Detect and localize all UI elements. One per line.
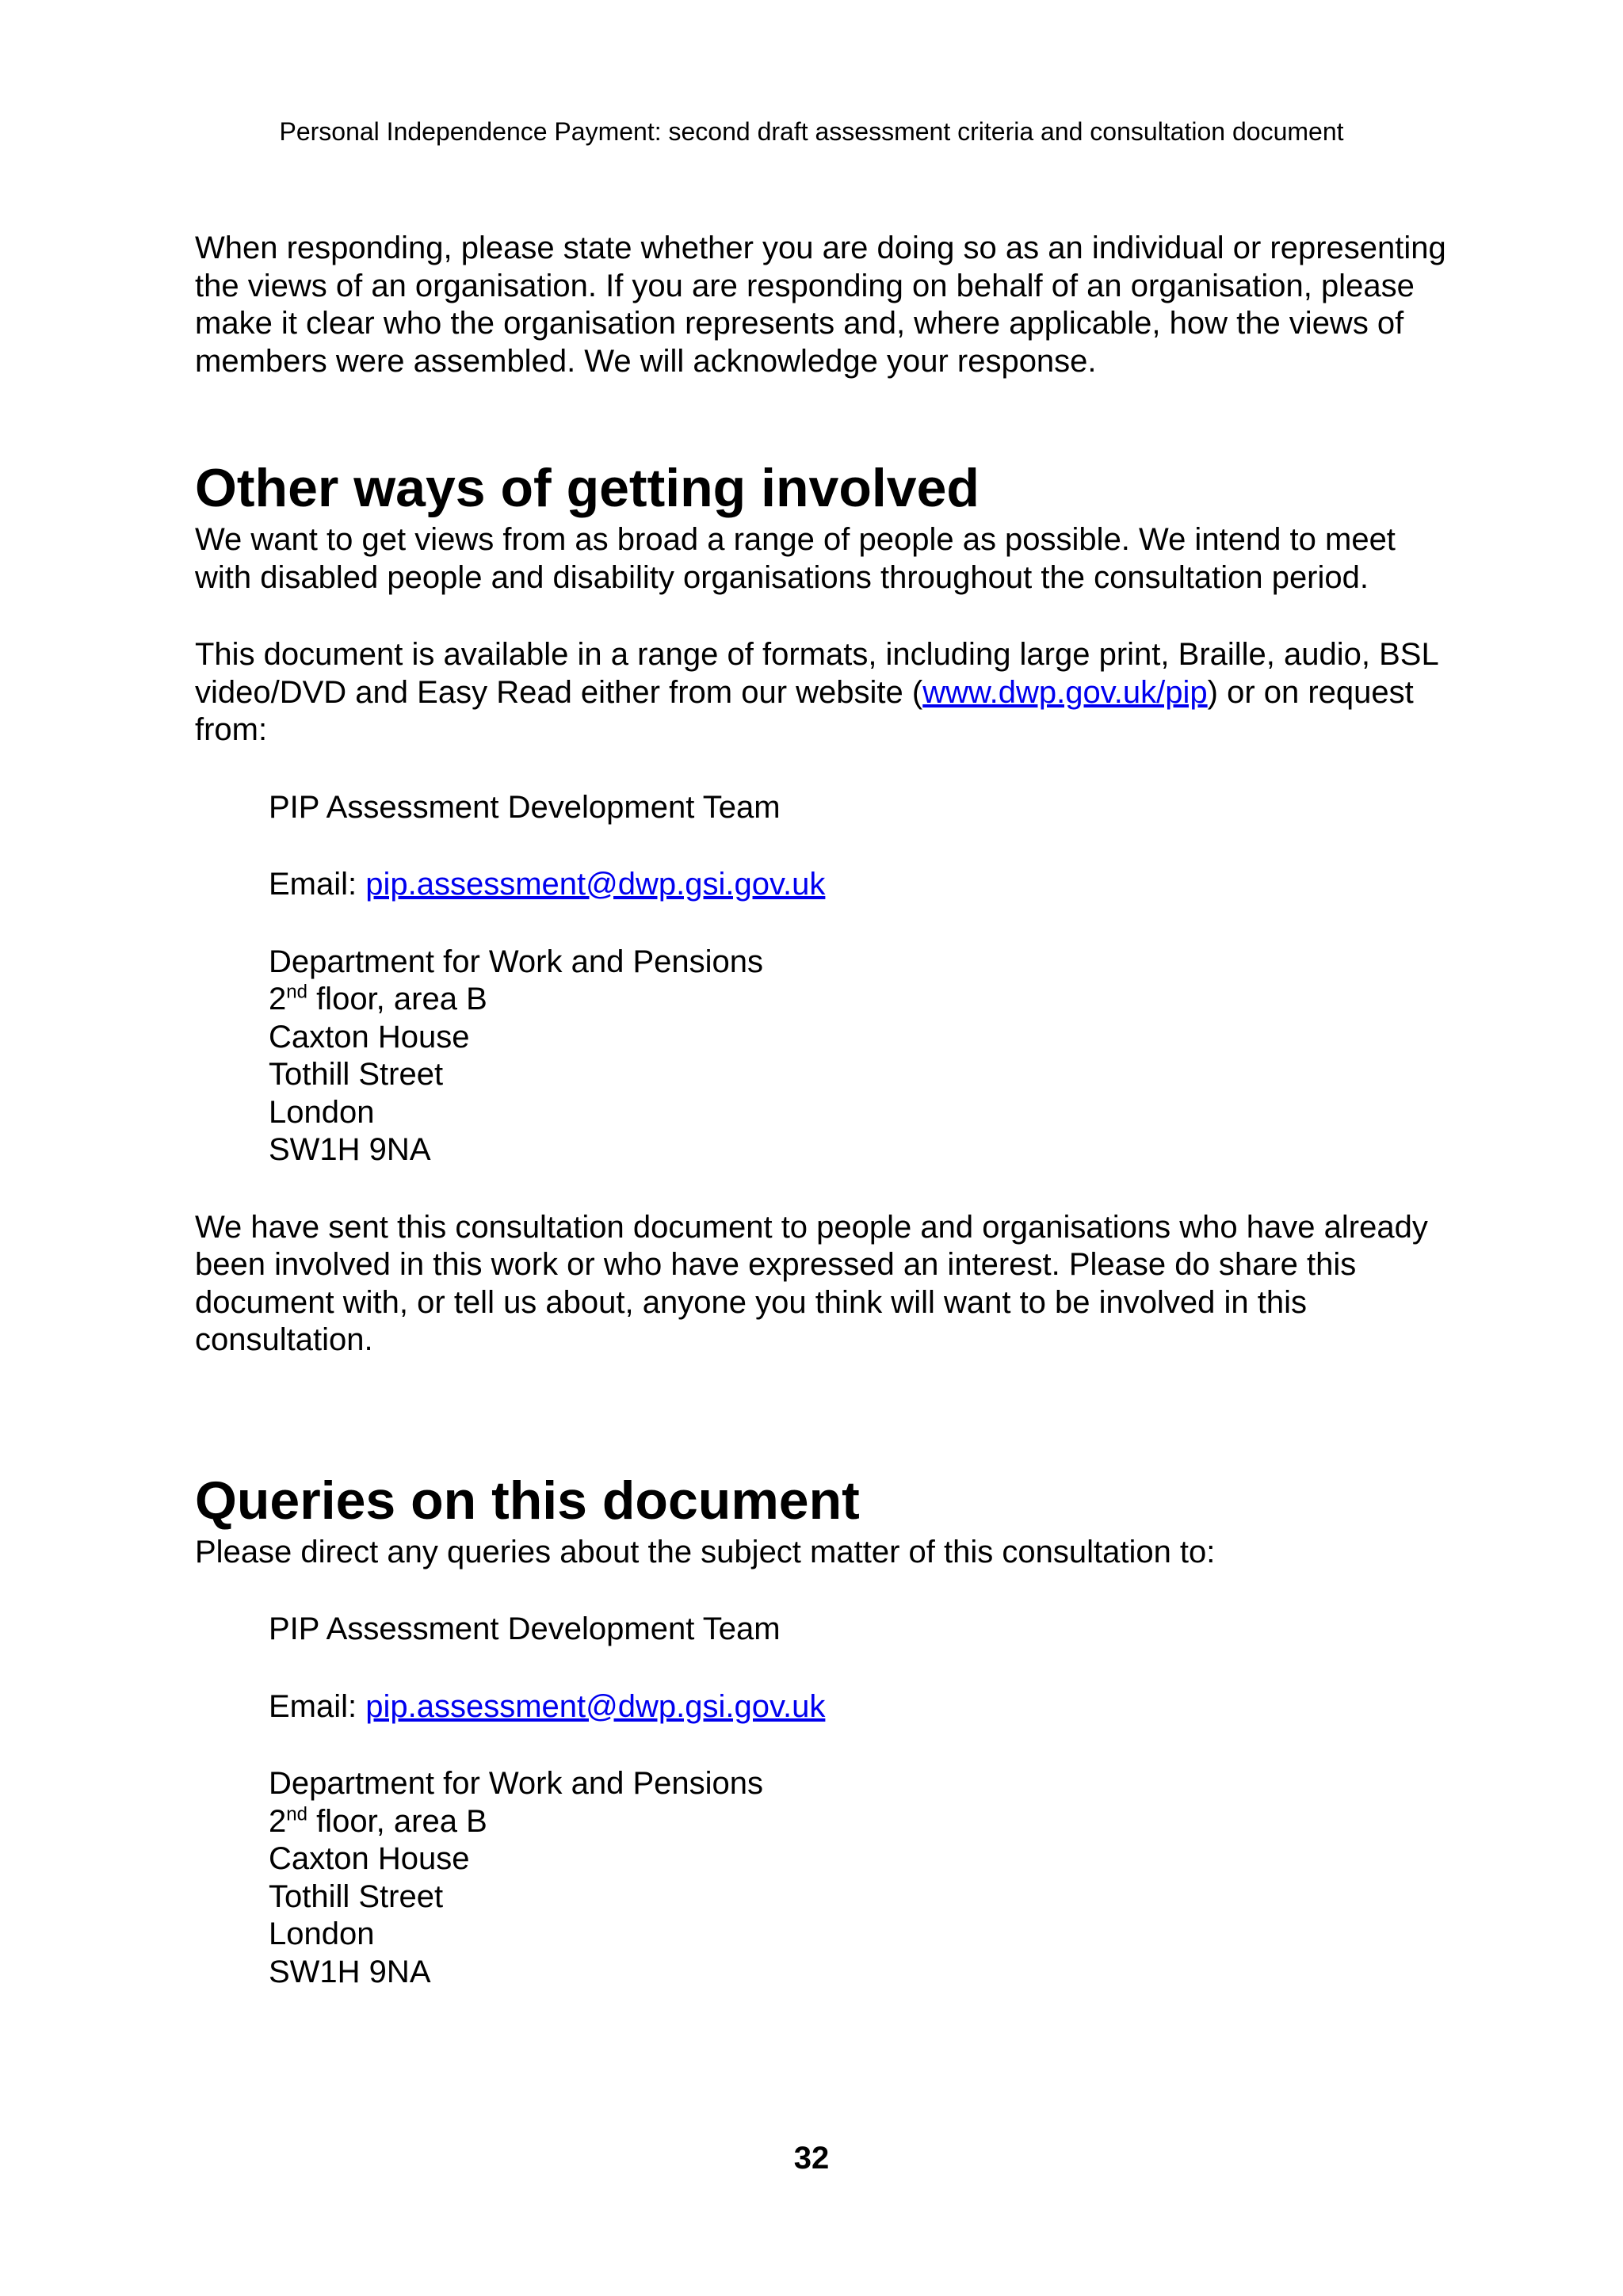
other-ways-paragraph-2 [195, 636, 1447, 749]
postal-address [269, 944, 1447, 1169]
address-line-department: Department for Work and Pensions [269, 1766, 764, 1801]
email-line [269, 866, 1447, 904]
other-ways-paragraph-3: We have sent this consultation document to people and organisations who have already been involved in this work or who have expressed an interest. Please do share this document with, or tell us about, anyone you think will want to be involved in this consultation. [195, 1209, 1428, 1357]
address-line-floor: 2nd floor, area B [269, 981, 487, 1016]
address-line-building: Caxton House [269, 1019, 470, 1055]
address-line-city: London [269, 1094, 375, 1130]
page-content [195, 230, 1447, 1991]
contact-block-2 [195, 1611, 1447, 1991]
contact-block-1 [195, 789, 1447, 1169]
running-header: Personal Independence Payment: second draft assessment criteria and consultation document [279, 117, 1344, 146]
page-number: 32 [793, 2141, 830, 2176]
email-link[interactable]: pip.assessment@dwp.gsi.gov.uk [365, 867, 826, 902]
email-link[interactable]: pip.assessment@dwp.gsi.gov.uk [365, 1688, 826, 1724]
section-heading-queries: Queries on this document [195, 1470, 860, 1531]
team-name: PIP Assessment Development Team [269, 1611, 781, 1646]
team-name: PIP Assessment Development Team [269, 789, 781, 825]
address-line-floor: 2nd floor, area B [269, 1803, 487, 1839]
postal-address [269, 1765, 1447, 1991]
address-line-postcode: SW1H 9NA [269, 1954, 431, 1989]
address-line-building: Caxton House [269, 1841, 470, 1876]
website-link[interactable]: www.dwp.gov.uk/pip [922, 674, 1208, 710]
address-line-street: Tothill Street [269, 1878, 444, 1914]
address-line-street: Tothill Street [269, 1057, 444, 1092]
formats-text: This document is available in a range of formats, including large print, Braille, audio, BSL video/DVD and Easy Read either from our website ( [195, 637, 1438, 710]
section-heading-other-ways: Other ways of getting involved [195, 458, 980, 518]
email-label: Email: [269, 867, 366, 902]
address-line-postcode: SW1H 9NA [269, 1132, 431, 1167]
address-line-department: Department for Work and Pensions [269, 944, 764, 979]
request-text: ) or on request from: [195, 674, 1414, 747]
queries-paragraph: Please direct any queries about the subject matter of this consultation to: [195, 1534, 1216, 1569]
address-line-city: London [269, 1917, 375, 1951]
intro-paragraph: When responding, please state whether you are doing so as an individual or representing the views of an organisation. If you are responding on behalf of an organisation, please make it clear who the organisation represents and, where applicable, how the views of members were assembled. We will acknowledge your response. [195, 231, 1446, 379]
email-label: Email: [269, 1688, 366, 1724]
other-ways-paragraph-1: We want to get views from as broad a range of people as possible. We intend to meet with disabled people and disability organisations throughout the consultation period. [195, 522, 1396, 595]
email-line [269, 1688, 1447, 1726]
